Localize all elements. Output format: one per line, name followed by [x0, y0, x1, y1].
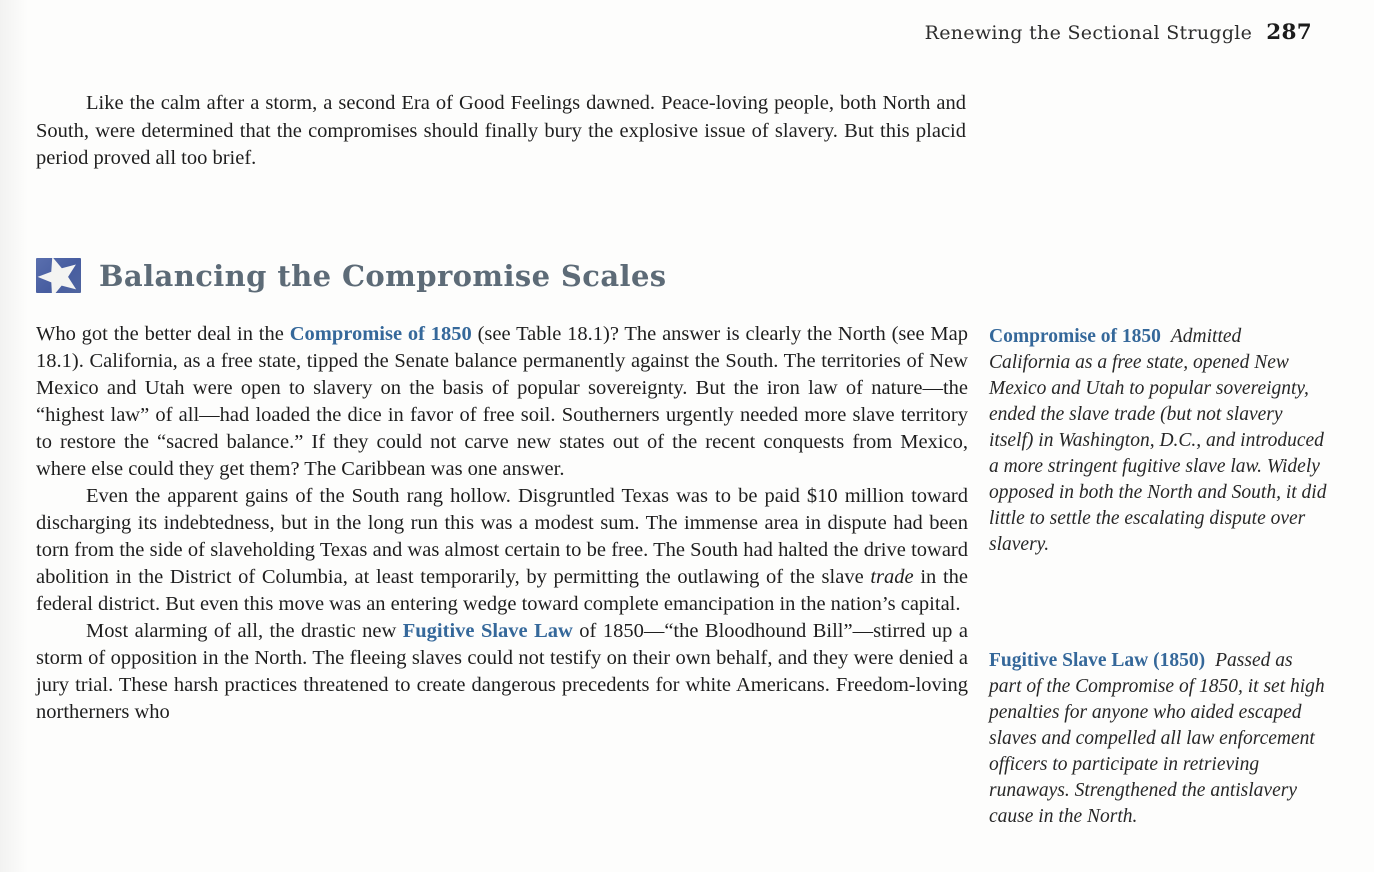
italic-text: trade: [870, 566, 914, 588]
glossary-term: Fugitive Slave Law (1850): [989, 650, 1206, 671]
chapter-title: Renewing the Sectional Struggle: [924, 22, 1253, 44]
body-text: Even the apparent gains of the South rang hollow. Disgruntled Texas was to be paid $10 million toward discharging its indebtedness, but in the long run this was a modest sum. The immense area in dispute had been torn from the side of slaveholding Texas and was almost certain to be free. The South had halted the drive toward abolition in the District of Columbia, at least temporarily, by permitting the outlawing of the slave: [36, 485, 968, 588]
glossary-sidebar: [989, 324, 1327, 830]
body-paragraph: [36, 483, 968, 618]
section-heading: [36, 258, 667, 293]
glossary-definition: Passed as part of the Compromise of 1850, it set high penalties for anyone who aided escaped slaves and compelled all law enforcement officers to participate in retrieving runaways. Strengthened the antislavery cause in the North.: [989, 650, 1325, 827]
body-text: Who got the better deal in the: [36, 323, 290, 345]
page-number: 287: [1266, 20, 1312, 45]
glossary-definition: Admitted California as a free state, opened New Mexico and Utah to popular sovereignty, ended the slave trade (but not slavery itself) in Washington, D.C., and introduced a more stringent fugitive slave law. Widely opposed in both the North and South, it did little to settle the escalating dispute over slavery.: [989, 326, 1327, 555]
main-text-column: [36, 321, 968, 726]
body-text: in the federal district. But even this move was an entering wedge toward complete emancipation in the nation’s capital.: [36, 566, 969, 615]
body-paragraph: [36, 321, 968, 483]
body-text: Most alarming of all, the drastic new: [86, 620, 403, 642]
key-term: Fugitive Slave Law: [402, 620, 573, 642]
running-head: [925, 20, 1312, 45]
section-title: Balancing the Compromise Scales: [99, 258, 667, 293]
intro-paragraph: Like the calm after a storm, a second Era of Good Feelings dawned. Peace-loving people, both North and South, were determined that the compromises should finally bury the explosive issue of slavery. But this placid period proved all too brief.: [36, 92, 966, 169]
glossary-entry: [989, 648, 1327, 830]
star-icon: [36, 258, 81, 293]
glossary-term: Compromise of 1850: [989, 326, 1161, 347]
key-term: Compromise of 1850: [289, 323, 472, 345]
body-paragraph: [36, 618, 968, 726]
body-text: of 1850—“the Bloodhound Bill”—stirred up a storm of opposition in the North. The fleeing slaves could not testify on their own behalf, and they were denied a jury trial. These harsh practices threatened to create dangerous precedents for white Americans. Freedom-loving northerners who: [36, 620, 968, 723]
glossary-entry: [989, 324, 1327, 558]
body-text: (see Table 18.1)? The answer is clearly the North (see Map 18.1). California, as a free state, tipped the Senate balance permanently against the South. The territories of New Mexico and Utah were open to slavery on the basis of popular sovereignty. But the iron law of nature—the “highest law” of all—had loaded the dice in favor of free soil. Southerners urgently needed more slave territory to restore the “sacred balance.” If they could not carve new states out of the recent conquests from Mexico, where else could they get them? The Caribbean was one answer.: [36, 323, 968, 480]
